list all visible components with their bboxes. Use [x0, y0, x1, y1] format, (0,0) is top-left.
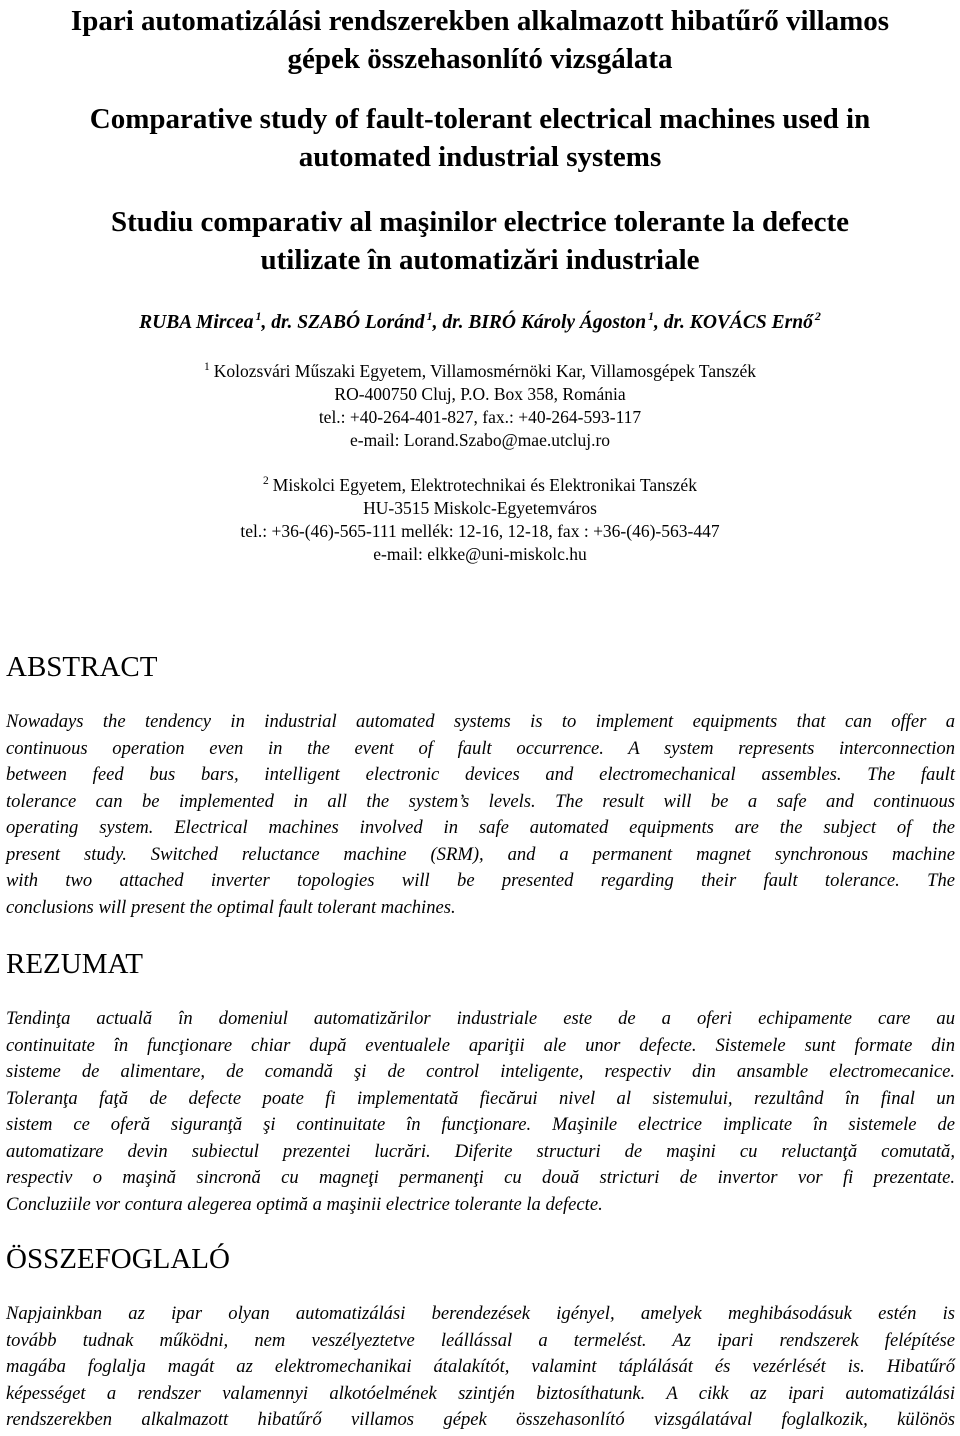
author-separator: ,: [654, 312, 664, 333]
osszefoglalo-line: képességet a rendszer valamennyi alkotóelmének szintjén biztosíthatunk. A cikk az ipari automatizálási: [6, 1382, 955, 1404]
rezumat-line: respectiv o maşină sincronă cu magneţi permanenţi cu două stricturi de invertor vor fi prezentate.: [6, 1167, 955, 1188]
title-line: Comparative study of fault-tolerant electrical machines used in: [89, 103, 871, 135]
rezumat-heading: REZUMAT: [6, 948, 143, 980]
osszefoglalo-line: magába foglalja magát az elektromechanikai átalakítót, valamint táplálását és vezérlését is. Hibatűrő: [6, 1356, 955, 1377]
rezumat-line: Concluziile vor contura alegerea optimă a maşinii electrice tolerante la defecte.: [6, 1193, 603, 1215]
affiliation-email: e-mail: Lorand.Szabo@mae.utcluj.ro: [349, 430, 611, 450]
osszefoglalo-line: rendszerekben alkalmazott hibatűrő villamos gépek összehasonlító vizsgálatával foglalkozik, különös: [6, 1409, 955, 1430]
title-line: gépek összehasonlító vizsgálata: [287, 43, 673, 75]
abstract-line: operating system. Electrical machines involved in safe automated equipments are the subject of the: [6, 817, 955, 838]
affiliation-line: RO-400750 Cluj, P.O. Box 358, Románia: [334, 384, 626, 404]
rezumat-line: continuitate în funcţionare chiar după eventualele apariţii ale unor defecte. Sistemele sunt formate din: [6, 1034, 955, 1056]
author-affiliation-mark: 2: [814, 309, 821, 323]
author-affiliation-mark: 1: [255, 309, 262, 323]
author-list: [0, 303, 960, 336]
abstract-line: present study. Switched reluctance machine (SRM), and a permanent magnet synchronous machine: [6, 843, 955, 865]
abstract-line: between feed bus bars, intelligent electronic devices and electromechanical assembles. The fault: [6, 764, 955, 785]
author-name: dr. BIRÓ Károly Ágoston: [442, 312, 647, 333]
osszefoglalo-line: tovább tudnak működni, nem veszélyeztetve leállással a termelést. Az ipari rendszerek felépítése: [6, 1329, 955, 1351]
author-separator: ,: [261, 312, 272, 333]
title-english: [0, 100, 960, 176]
affiliation-line: $^2$ Miskolci Egyetem, Elektrotechnikai és Elektronikai Tanszék: [263, 475, 697, 495]
rezumat-line: Toleranţa faţă de defecte poate fi implementată fiecărui nivel al sistemului, rezultând în final un: [6, 1087, 955, 1109]
title-line: automated industrial systems: [298, 141, 662, 173]
affiliation-line: tel.: +40-264-401-827, fax.: +40-264-593-117: [318, 407, 642, 427]
abstract-line: tolerance can be implemented in all the system’s levels. The result will be a safe and continuous: [6, 790, 955, 812]
rezumat-line: automatizare devin subiectul prezentei lucrări. Diferite structuri de maşini cu reluctanţă comutată,: [6, 1140, 955, 1162]
affiliation-mark: 1: [204, 361, 210, 373]
title-line: Ipari automatizálási rendszerekben alkalmazott hibatűrő villamos: [70, 5, 890, 37]
abstract-line: with two attached inverter topologies will be presented regarding their fault tolerance. The: [6, 870, 955, 891]
title-line: utilizate în automatizări industriale: [260, 244, 700, 276]
title-hungarian: [0, 2, 960, 78]
author-name: dr. KOVÁCS Ernő: [663, 312, 813, 333]
abstract-line: continuous operation even in the event of fault occurrence. A system represents interconnection: [6, 737, 955, 759]
author-affiliation-mark: 1: [426, 309, 433, 323]
abstract-line: Nowadays the tendency in industrial automated systems is to implement equipments that can offer a: [6, 711, 955, 732]
affiliation-mark: 2: [263, 475, 269, 487]
author-separator: ,: [432, 312, 443, 333]
affiliation-2: [0, 470, 960, 566]
abstract-heading: ABSTRACT: [6, 651, 158, 683]
rezumat-line: sistem ce oferă siguranţă şi continuitate în funcţionare. Maşinile electrice implicate în sistemele de: [6, 1114, 955, 1135]
title-romanian: [0, 203, 960, 279]
author-affiliation-mark: 1: [648, 309, 655, 323]
author-name: dr. SZABÓ Loránd: [271, 312, 425, 333]
title-line: Studiu comparativ al maşinilor electrice tolerante la defecte: [111, 206, 849, 238]
affiliation-email: e-mail: elkke@uni-miskolc.hu: [373, 544, 587, 564]
affiliation-1: [0, 356, 960, 452]
affiliation-line: HU-3515 Miskolc-Egyetemváros: [363, 498, 597, 518]
abstract-line: conclusions will present the optimal fault tolerant machines.: [6, 896, 456, 918]
rezumat-line: Tendinţa actuală în domeniul automatizărilor industriale este de a oferi echipamente care au: [6, 1008, 955, 1029]
osszefoglalo-line: Napjainkban az ipar olyan automatizálási berendezések igényel, amelyek meghibásodásuk estén is: [6, 1303, 955, 1324]
author-name: RUBA Mircea: [139, 312, 254, 333]
osszefoglalo-body: [6, 1301, 955, 1434]
affiliation-line: $^1$ Kolozsvári Műszaki Egyetem, Villamosmérnöki Kar, Villamosgépek Tanszék: [204, 361, 756, 381]
rezumat-body: [6, 1006, 955, 1218]
abstract-body: [6, 709, 955, 921]
affiliation-line: tel.: +36-(46)-565-111 mellék: 12-16, 12-18, fax : +36-(46)-563-447: [240, 521, 720, 541]
osszefoglalo-heading: ÖSSZEFOGLALÓ: [6, 1243, 230, 1275]
rezumat-line: sisteme de alimentare, de comandă şi de control inteligente, respectiv din ansamble electromecanice.: [6, 1061, 955, 1082]
